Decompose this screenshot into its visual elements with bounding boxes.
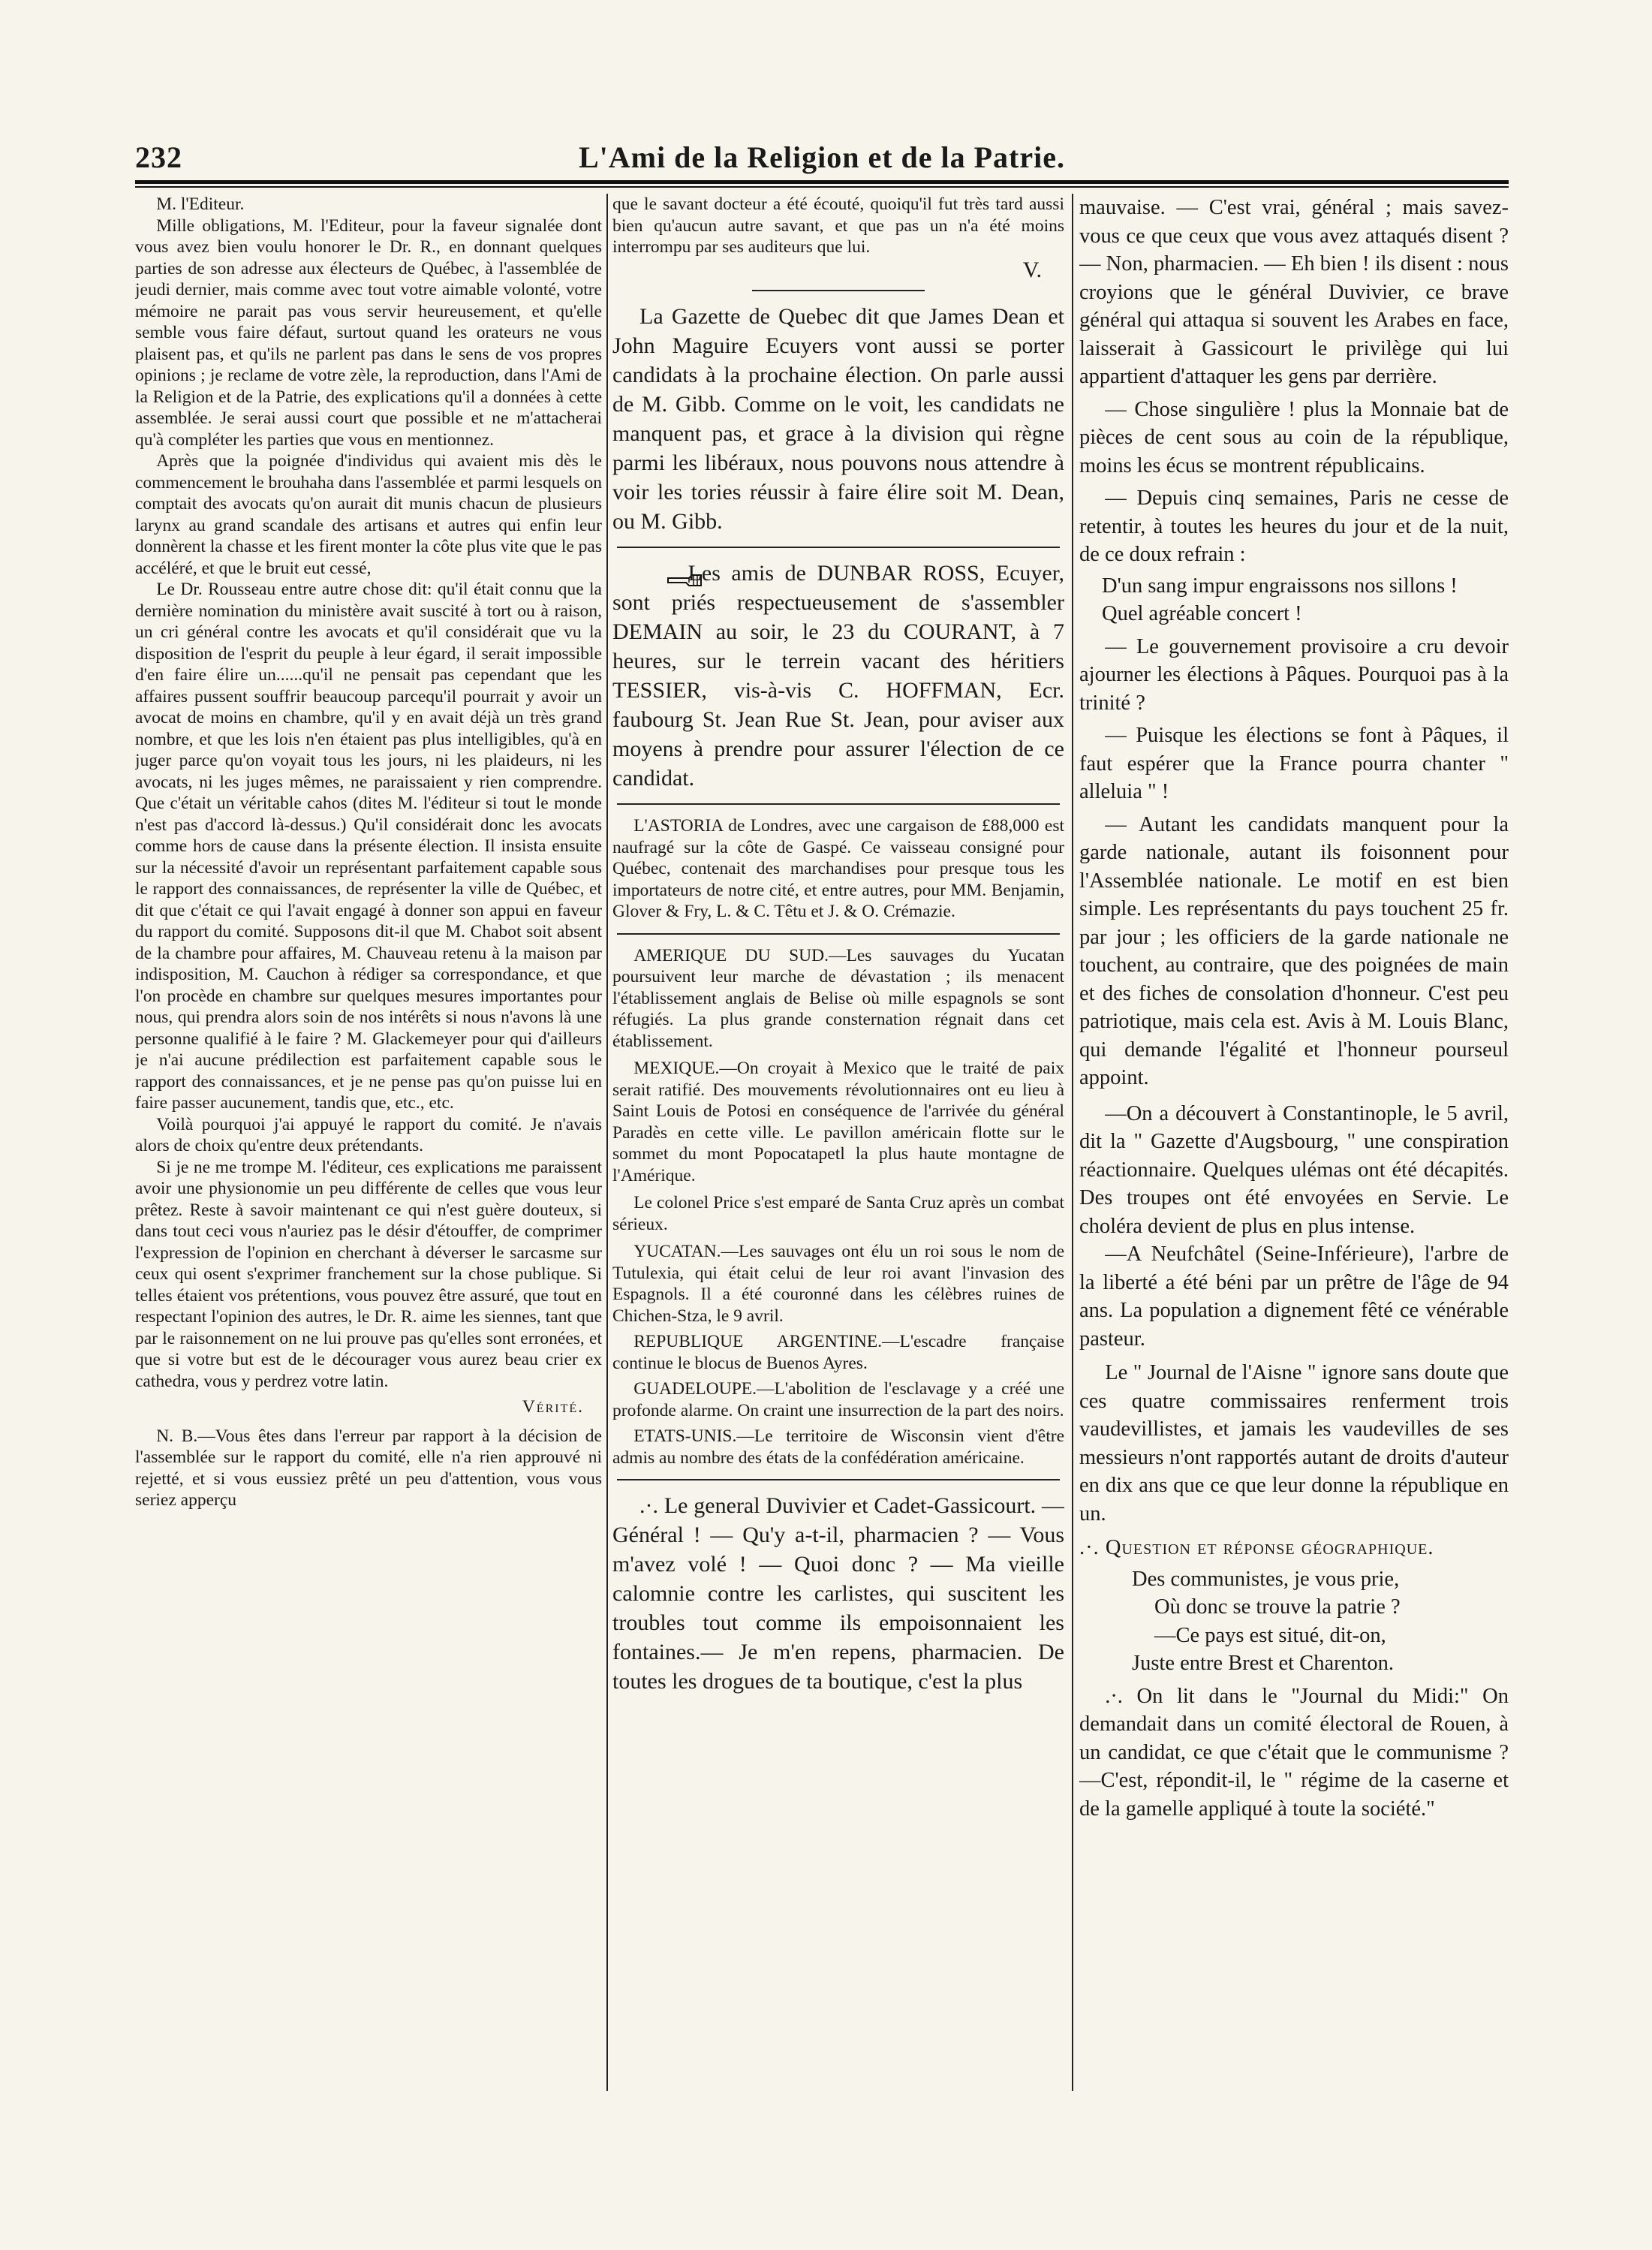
pointing-hand-icon	[639, 567, 677, 583]
news-item: Le " Journal de l'Aisne " ignore sans doute que ces quatre commissaires renferment trois vaudevillistes, et jamais les vaudevilles de ses messieurs n'ont rapportés autant de droits d'auteur en dix ans que ce que leur donne la république en un.	[1079, 1361, 1509, 1526]
news-item: MEXIQUE.—On croyait à Mexico que le traité de paix serait ratifié. Des mouvements révolutionnaires ont eu lieu à Saint Louis de Potosi en conséquence de l'arrivée du général Paradès en cette ville. Le pavillon américain flotte sur le sommet du mont Popocatapetl la plus haute montagne de l'Amérique.	[612, 1059, 1064, 1185]
meeting-notice	[612, 559, 1064, 793]
news-item: Le colonel Price s'est emparé de Santa Cruz après un combat sérieux.	[612, 1193, 1064, 1234]
refrain-line: D'un sang impur engraissons nos sillons !	[1102, 574, 1458, 598]
separator-rule	[617, 933, 1060, 935]
news-item: ETATS-UNIS.—Le territoire de Wisconsin vient d'être admis au nombre des états de la confédération américaine.	[612, 1426, 1064, 1468]
news-item: GUADELOUPE.—L'abolition de l'esclavage y a créé une profonde alarme. On craint une insurrection de la part des noirs.	[612, 1379, 1064, 1420]
news-item: .·. On lit dans le "Journal du Midi:" On demandait dans un comité électoral de Rouen, à un candidat, ce que c'était que le communisme ?—C'est, répondit-il, le " régime de la caserne et de la gamelle appliqué à toute la société."	[1079, 1684, 1509, 1821]
page-number: 232	[135, 140, 182, 174]
news-item: REPUBLIQUE ARGENTINE.—L'escadre française continue le blocus de Buenos Ayres.	[612, 1332, 1064, 1373]
news-item: — Depuis cinq semaines, Paris ne cesse de retentir, à toutes les heures du jour et de la nuit, de ce doux refrain :	[1079, 486, 1509, 566]
news-item: — Le gouvernement provisoire a cru devoir ajourner les élections à Pâques. Pourquoi pas à la trinité ?	[1079, 634, 1509, 715]
verse-line: Où donc se trouve la patrie ?	[1154, 1595, 1401, 1619]
masthead	[135, 140, 1509, 182]
news-item: L'ASTORIA de Londres, avec une cargaison de £88,000 est naufragé sur la côte de Gaspé. Ce vaisseau consigné pour Québec, contenait des marchandises pour presque tous les importateurs de notre cité, et entre autres, pour MM. Benjamin, Glover & Fry, L. & C. Têtu et J. & O. Crémazie.	[612, 816, 1064, 921]
letter-continuation: que le savant docteur a été écouté, quoiqu'il fut très tard aussi bien qu'aucun autre savant, et que pas un n'a été moins interrompu par ses auditeurs que lui.	[612, 194, 1064, 257]
separator-rule	[617, 1479, 1060, 1480]
news-item: — Autant les candidats manquent pour la garde nationale, autant ils foisonnent pour l'Assemblée nationale. Le motif en est bien simple. Les représentants du pays touchent 25 fr. par jour ; les officiers de la garde nationale ne touchent, au contraire, que des poignées de main et des fiches de consolation d'honneur. C'est peu patriotique, mais cela est. Avis à M. Louis Blanc, qui demande l'égalité et l'honneur pourseul appoint.	[1079, 812, 1509, 1089]
letter-paragraph: Voilà pourquoi j'ai appuyé le rapport du comité. Je n'avais alors de choix qu'entre deux prétendants.	[135, 1114, 602, 1155]
column-3	[1079, 194, 1509, 2091]
header-rule	[135, 180, 1509, 188]
news-item: — Puisque les élections se font à Pâques, il faut espérer que la France pourra chanter " alleluia " !	[1079, 724, 1509, 803]
letter-paragraph: Mille obligations, M. l'Editeur, pour la faveur signalée dont vous avez bien voulu honorer le Dr. R., en donnant quelques parties de son adresse aux électeurs de Québec, à l'assemblée de jeudi dernier, mais comme avec tout votre aimable volonté, votre mémoire ne parait pas vous servir heureusement, et qu'elle semble vous faire défaut, surtout quand les orateurs ne vous plaisent pas, et qu'ils ne parlent pas dans le sens de vos propres opinions ; je reclame de votre zèle, la reproduction, dans l'Ami de la Religion et de la Patrie, des explications qu'il a données à cette assemblée. Je serai aussi court que possible et ne m'attacherai qu'à compléter les parties que vous en mentionnez.	[135, 215, 602, 450]
column-2	[612, 194, 1064, 2091]
separator-rule	[752, 290, 925, 291]
news-item: —A Neufchâtel (Seine-Inférieure), l'arbre de la liberté a été béni par un prêtre de l'âge de 94 ans. La population a dignement fêté ce vénérable pasteur.	[1079, 1242, 1509, 1351]
nota-bene: N. B.—Vous êtes dans l'erreur par rapport à la décision de l'assemblée sur le rapport du comité, elle n'a rien approuvé ni rejetté, et si vous eussiez prêté un peu d'attention, vous vous seriez apperçu	[135, 1426, 602, 1510]
letter-paragraph: Le Dr. Rousseau entre autre chose dit: qu'il était connu que la dernière nomination du ministère avait suscité à tort ou à raison, un cri général contre les avocats et qu'il considérait que vu la disposition de l'esprit du peuple à leur égard, il serait impossible d'en faire élire un......qu'il ne pensait pas cependant que les affaires pussent souffrir beaucoup parcequ'il pourrait y avoir un avocat de moins en chambre, qu'il y en avait déjà un très grand nombre, et que les lois n'en étaient pas plus intelligibles, qu'à en juger parce qu'on voyait tous les jours, ni les plaideurs, ni les avocats, ni les juges mêmes, ne paraissaient y rien comprendre. Que c'était un véritable cahos (dites M. l'éditeur si tout le monde n'est pas d'accord là-dessus.) Qu'il considérait donc les avocats comme hors de cause dans la présente élection. Il insista ensuite sur la nécessité d'avoir un représentant parfaitement capable sous le rapport des connaissances, de représenter la ville de Québec, et dit que c'était ce qui l'avait engagé à donner son appui en faveur du rapport du comité. Supposons dit-il que M. Chabot soit absent de la chambre pour affaires, M. Chauveau retenu à la maison par indisposition, M. Cauchon à rédiger sa correspondance, et que l'on procède en chambre sur quelques mesures importantes pour nous, qui prendra alors soin de nos intérêts si nous n'avons là une personne qualifié à le faire ? M. Glackemeyer pour qui d'ailleurs je n'ai aucune prédilection est parfaitement capable sous le rapport des connaissances, et je ne pense pas qu'on puisse lui en faire passer aucunement, tandis que, etc., etc.	[135, 580, 602, 1113]
verse-line: Des communistes, je vous prie,	[1132, 1567, 1400, 1591]
news-item: — Chose singulière ! plus la Monnaie bat de pièces de cent sous au coin de la république, moins les écus se montrent républicains.	[1079, 397, 1509, 477]
anecdote: .·. Le general Duvivier et Cadet-Gassicourt. — Général ! — Qu'y a-t-il, pharmacien ? — Vous m'avez volé ! — Quoi donc ? — Ma vieille calomnie contre les carlistes, qui suscitent les troubles tout comme ils empoisonnaient les fontaines.— Je m'en repens, pharmacien. De toutes les drogues de ta boutique, c'est la plus	[612, 1493, 1064, 1694]
column-divider	[1072, 194, 1073, 2091]
news-item: —On a découvert à Constantinople, le 5 avril, dit la " Gazette d'Augsbourg, " une conspiration réactionnaire. Quelques ulémas ont été décapités. Des troupes ont été envoyées en Servie. Le choléra devient de plus en plus intense.	[1079, 1101, 1509, 1238]
column-divider	[606, 194, 608, 2091]
anecdote-continuation: mauvaise. — C'est vrai, général ; mais savez-vous ce que ceux que vous avez attaqués disent ? — Non, pharmacien. — Eh bien ! ils disent : nous croyions que le général Duvivier, ce brave général qui attaqua si souvent les Arabes en face, laisserait à Gassicourt le privilège qui lui appartient d'attaquer les gens par derrière.	[1079, 196, 1509, 388]
separator-rule	[617, 803, 1060, 805]
column-1	[135, 194, 602, 2091]
verse	[1132, 1565, 1509, 1678]
refrain-line: Quel agréable concert !	[1102, 602, 1302, 625]
gazette-item: La Gazette de Quebec dit que James Dean et John Maguire Ecuyers vont aussi se porter candidats à la prochaine élection. On parle aussi de M. Gibb. Comme on le voit, les candidats ne manquent pas, et grace à la division qui règne parmi les libéraux, nous pouvons nous attendre à voir les tories réussir à faire élire soit M. Dean, ou M. Gibb.	[612, 304, 1064, 534]
verse-line: Juste entre Brest et Charenton.	[1132, 1652, 1395, 1675]
newspaper-title: L'Ami de la Religion et de la Patrie.	[578, 140, 1065, 174]
letter-paragraph: Après que la poignée d'individus qui avaient mis dès le commencement le brouhaha dans l'assemblée et parmi lesquels on comptait des avocats qu'on aurait dit munis chacun de plusieurs larynx au grand scandale des artisans et autres qui enfin leur donnèrent la chasse et les firent monter la côte plus vite que le pas accéléré, et que le bruit eut cessé,	[135, 451, 602, 578]
section-heading: .·. Question et réponse géographique.	[1079, 1536, 1434, 1559]
news-item: YUCATAN.—Les sauvages ont élu un roi sous le nom de Tutulexia, qui était celui de leur roi avant l'invasion des Espagnols. Il a été couronné dans les célèbres ruines de Chichen-Stza, le 9 avril.	[612, 1242, 1064, 1326]
letter-signature: Vérité.	[522, 1397, 584, 1417]
letter-paragraph: Si je ne me trompe M. l'éditeur, ces explications me paraissent avoir une physionomie un peu différente de celles que vous leur prêtez. Reste à savoir maintenant ce qui n'est guère douteux, si dans tout ceci vous n'auriez pas le désir d'étouffer, de comprimer l'expression de l'opinion en cherchant à déverser le sarcasme sur ceux qui osent s'exprimer franchement sur la chose publique. Si telles étaient vos prétentions, vous pouvez être assuré, que tout en respectant l'opinion des autres, le Dr. R. aime les siennes, tant que par le raisonnement on ne lui prouve pas qu'elles sont erronées, et que si votre but est de le décourager vous aurez beau crier ex cathedra, vous y perdrez votre latin.	[135, 1157, 602, 1391]
verse-line: —Ce pays est situé, dit-on,	[1154, 1623, 1386, 1647]
notice-text: Les amis de DUNBAR ROSS, Ecuyer, sont priés respectueusement de s'assembler DEMAIN au soir, le 23 du COURANT, à 7 heures, sur le terrein vacant des héritiers TESSIER, vis-à-vis C. HOFFMAN, Ecr. faubourg St. Jean Rue St. Jean, pour aviser aux moyens à prendre pour assurer l'élection de ce candidat.	[612, 561, 1064, 791]
refrain	[1102, 572, 1509, 628]
letter-signature: V.	[1022, 257, 1042, 282]
separator-rule	[617, 547, 1060, 548]
news-item: AMERIQUE DU SUD.—Les sauvages du Yucatan poursuivent leur marche de dévastation ; ils menacent l'établissement anglais de Belise où mille espagnols se sont réfugiés. La plus grande consternation régnait dans cet établissement.	[612, 945, 1064, 1051]
letter-salutation: M. l'Editeur.	[156, 194, 245, 214]
